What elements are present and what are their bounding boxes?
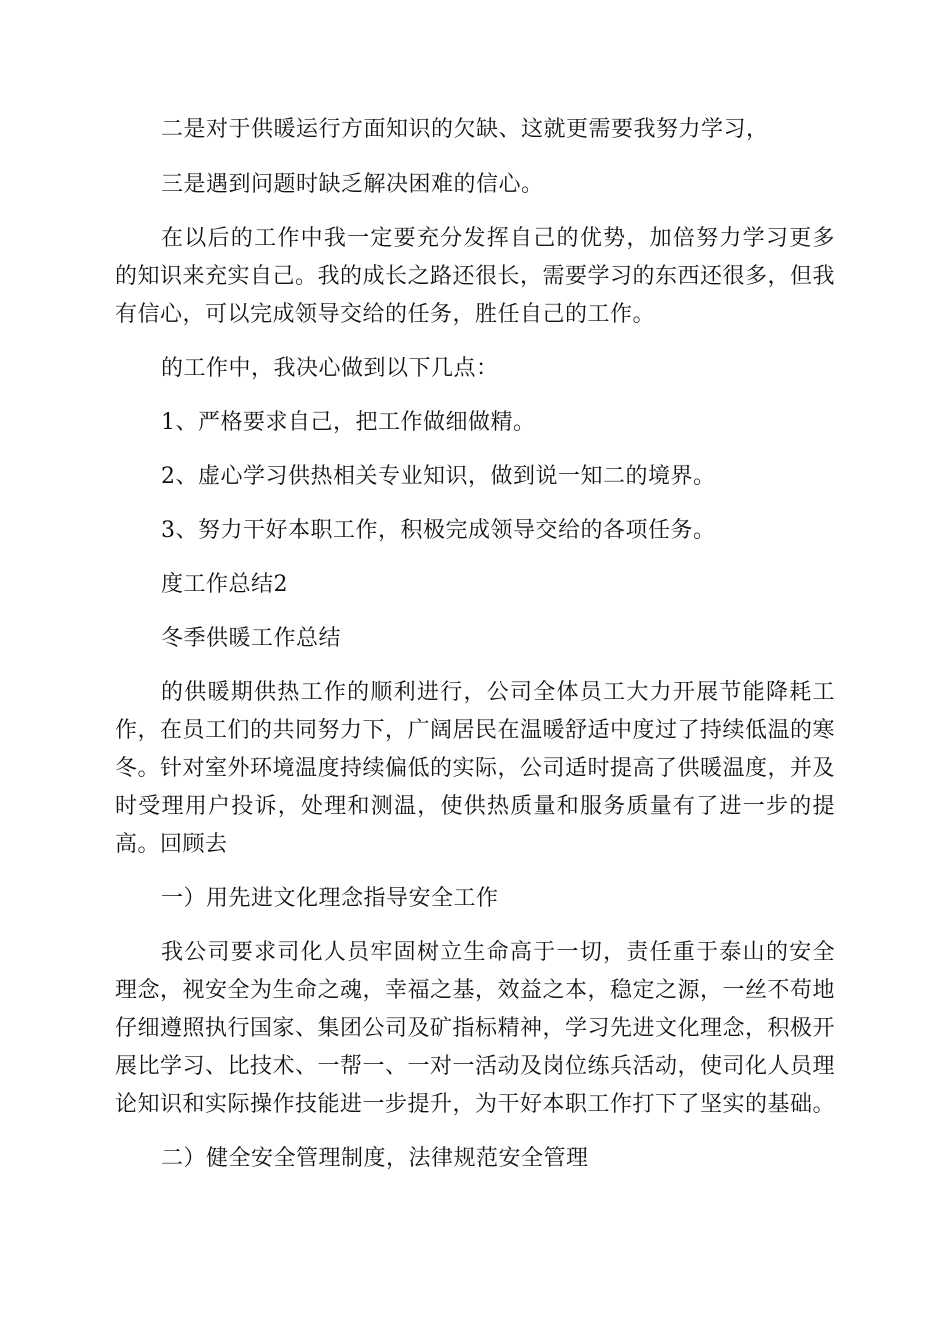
list-item-3: 3、努力干好本职工作，积极完成领导交给的各项任务。 <box>161 518 716 543</box>
subheading-safety-system: 二）健全安全管理制度，法律规范安全管理 <box>161 1146 589 1171</box>
list-item-2: 2、虚心学习供热相关专业知识，做到说一知二的境界。 <box>161 464 716 489</box>
subheading-culture: 一）用先进文化理念指导安全工作 <box>161 886 499 911</box>
list-item-1: 1、严格要求自己，把工作做细做精。 <box>161 410 536 435</box>
section-heading-summary-2: 度工作总结2 <box>161 572 288 597</box>
paragraph-3: 在以后的工作中我一定要充分发挥自己的优势，加倍努力学习更多的知识来充实自己。我的成长之路还很长，需要学习的东西还很多，但我有信心，可以完成领导交给的任务，胜任自己的工作。 <box>115 226 836 327</box>
paragraph-safety-concept: 我公司要求司化人员牢固树立生命高于一切，责任重于泰山的安全理念，视安全为生命之魂，幸福之基，效益之本，稳定之源，一丝不苟地仔细遵照执行国家、集团公司及矿指标精神，学习先进文化理念，积极开展比学习、比技术、一帮一、一对一活动及岗位练兵活动，使司化人员理论知识和实际操作技能进一步提升，为干好本职工作打下了坚实的基础。 <box>115 940 836 1117</box>
paragraph-4: 的工作中，我决心做到以下几点： <box>161 356 499 381</box>
paragraph-1: 二是对于供暖运行方面知识的欠缺、这就更需要我努力学习， <box>161 117 769 142</box>
paragraph-2: 三是遇到问题时缺乏解决困难的信心。 <box>161 172 544 197</box>
section-heading-winter-heating: 冬季供暖工作总结 <box>161 626 342 651</box>
paragraph-heating-period: 的供暖期供热工作的顺利进行，公司全体员工大力开展节能降耗工作，在员工们的共同努力下，广阔居民在温暖舒适中度过了持续低温的寒冬。针对室外环境温度持续偏低的实际，公司适时提高了供暖温度，并及时受理用户投诉，处理和测温，使供热质量和服务质量有了进一步的提高。回顾去 <box>115 680 836 857</box>
